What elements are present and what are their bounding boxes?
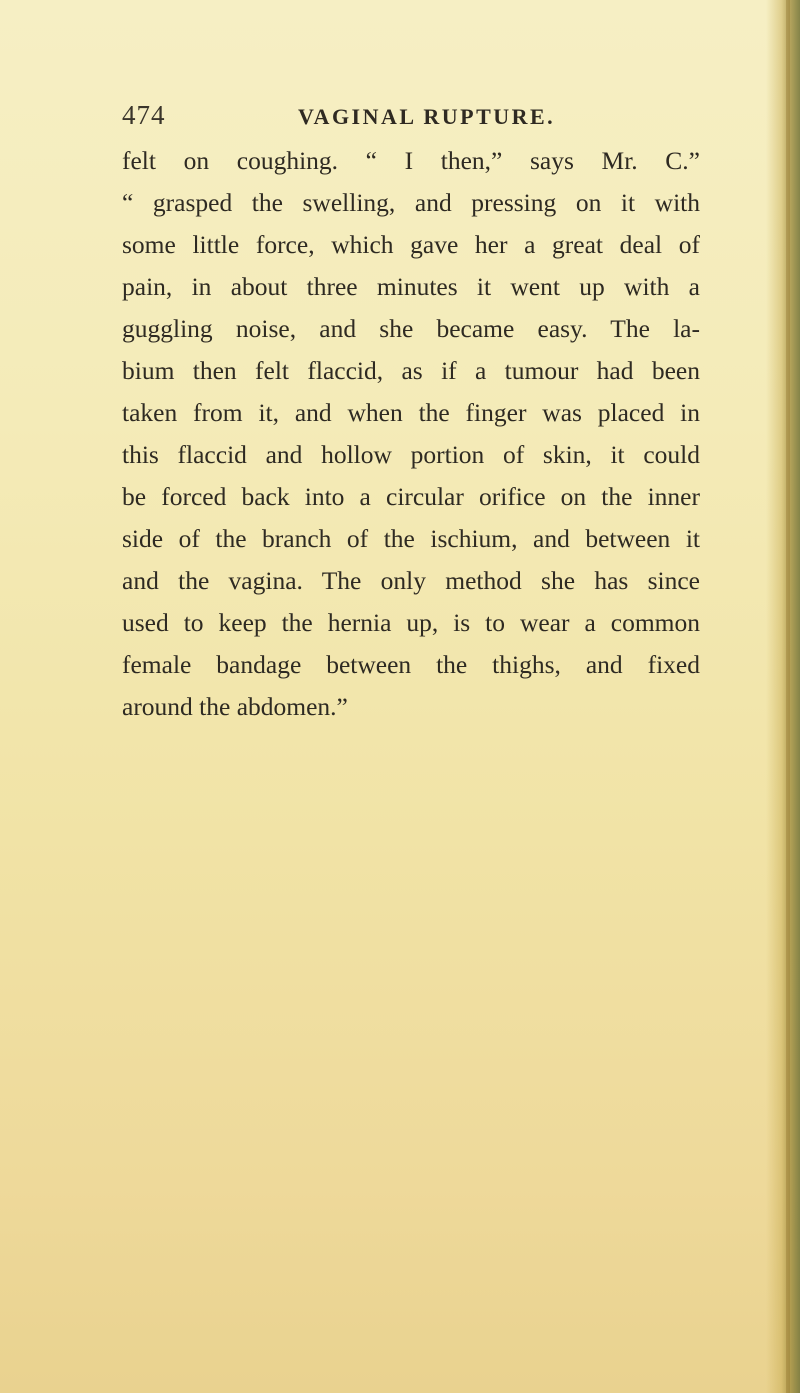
- book-page: [122, 100, 702, 728]
- text-line: bium then felt flaccid, as if a tumour had been: [122, 356, 700, 385]
- running-head: [122, 100, 702, 136]
- text-line: “ grasped the swelling, and pressing on it with: [122, 188, 700, 217]
- text-line: pain, in about three minutes it went up with a: [122, 272, 700, 301]
- text-line: guggling noise, and she became easy. The la-: [122, 314, 700, 343]
- body-paragraph: [122, 140, 702, 728]
- page-edge-line: [786, 0, 790, 1393]
- text-line: and the vagina. The only method she has since: [122, 566, 700, 595]
- text-line: side of the branch of the ischium, and between it: [122, 524, 700, 553]
- text-line: around the abdomen.”: [122, 692, 348, 721]
- text-line: female bandage between the thighs, and fixed: [122, 650, 700, 679]
- running-title: VAGINAL RUPTURE.: [298, 104, 556, 129]
- text-line: felt on coughing. “ I then,” says Mr. C.”: [122, 146, 700, 175]
- text-line: used to keep the hernia up, is to wear a common: [122, 608, 700, 637]
- page-edge-shadow: [766, 0, 800, 1393]
- page-number: 474: [122, 100, 166, 130]
- text-line: be forced back into a circular orifice on the inner: [122, 482, 700, 511]
- text-line: some little force, which gave her a great deal of: [122, 230, 700, 259]
- text-line: this flaccid and hollow portion of skin, it could: [122, 440, 700, 469]
- text-line: taken from it, and when the finger was placed in: [122, 398, 700, 427]
